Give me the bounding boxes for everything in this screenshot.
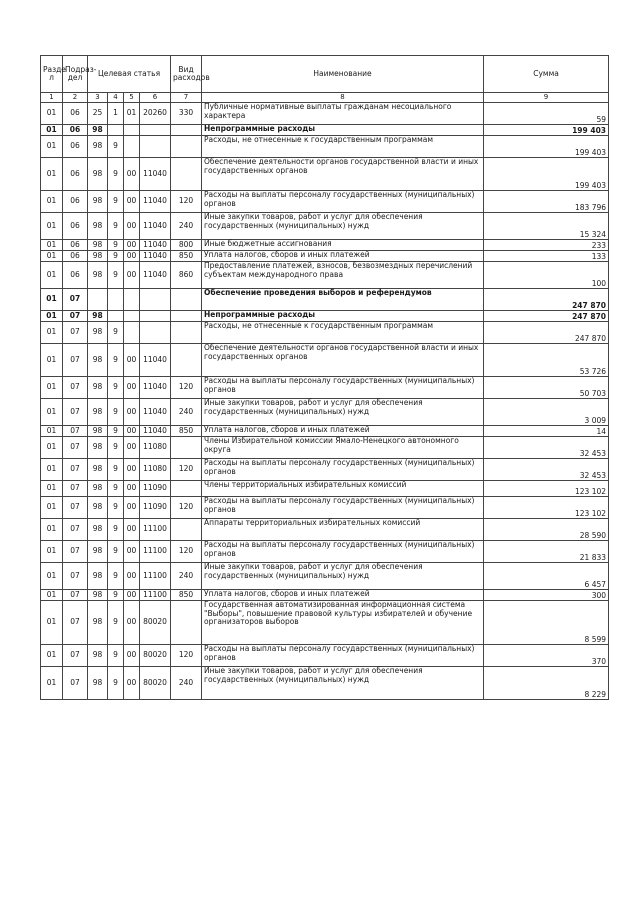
cs-sub-cell: 00 xyxy=(124,645,140,667)
vid-cell: 850 xyxy=(171,426,202,437)
col-number: 7 xyxy=(171,93,202,103)
cs-program-cell: 98 xyxy=(88,563,108,590)
sum-cell: 28 590 xyxy=(484,519,609,541)
cs-type-cell: 9 xyxy=(108,481,124,497)
sum-cell: 32 453 xyxy=(484,437,609,459)
vid-cell xyxy=(171,344,202,377)
cs-sub-cell: 00 xyxy=(124,426,140,437)
podrazdel-cell: 06 xyxy=(63,191,88,213)
cs-program-cell: 98 xyxy=(88,322,108,344)
cs-program-cell: 98 xyxy=(88,344,108,377)
cs-code-cell: 11080 xyxy=(140,437,171,459)
cs-program-cell: 98 xyxy=(88,437,108,459)
cs-type-cell: 9 xyxy=(108,344,124,377)
budget-table xyxy=(40,55,609,700)
razdel-cell: 01 xyxy=(41,519,63,541)
vid-cell: 120 xyxy=(171,459,202,481)
table-row xyxy=(41,399,609,426)
podrazdel-cell: 07 xyxy=(63,645,88,667)
table-row xyxy=(41,311,609,322)
razdel-cell: 01 xyxy=(41,459,63,481)
name-cell: Публичные нормативные выплаты гражданам несоциального характера xyxy=(202,103,484,125)
razdel-cell: 01 xyxy=(41,240,63,251)
vid-cell: 800 xyxy=(171,240,202,251)
podrazdel-cell: 07 xyxy=(63,377,88,399)
cs-type-cell: 9 xyxy=(108,251,124,262)
podrazdel-cell: 07 xyxy=(63,481,88,497)
cs-type-cell: 9 xyxy=(108,399,124,426)
podrazdel-cell: 07 xyxy=(63,601,88,645)
cs-type-cell: 9 xyxy=(108,262,124,289)
vid-cell xyxy=(171,322,202,344)
podrazdel-cell: 06 xyxy=(63,158,88,191)
cs-sub-cell: 00 xyxy=(124,590,140,601)
cs-type-cell: 9 xyxy=(108,519,124,541)
podrazdel-cell: 06 xyxy=(63,136,88,158)
cs-program-cell: 25 xyxy=(88,103,108,125)
razdel-cell: 01 xyxy=(41,667,63,700)
sum-cell: 133 xyxy=(484,251,609,262)
cs-type-cell: 9 xyxy=(108,240,124,251)
cs-program-cell: 98 xyxy=(88,262,108,289)
name-cell: Расходы на выплаты персоналу государственных (муниципальных) органов xyxy=(202,645,484,667)
table-row xyxy=(41,125,609,136)
sum-cell: 199 403 xyxy=(484,136,609,158)
header-naimenovanie: Наименование xyxy=(202,56,484,93)
cs-sub-cell: 00 xyxy=(124,519,140,541)
sum-cell: 21 833 xyxy=(484,541,609,563)
table-body xyxy=(41,103,609,700)
sum-cell: 6 457 xyxy=(484,563,609,590)
budget-table-page xyxy=(40,55,608,700)
name-cell: Уплата налогов, сборов и иных платежей xyxy=(202,251,484,262)
name-cell: Уплата налогов, сборов и иных платежей xyxy=(202,590,484,601)
sum-cell: 123 102 xyxy=(484,481,609,497)
name-cell: Непрограммные расходы xyxy=(202,125,484,136)
cs-program-cell: 98 xyxy=(88,158,108,191)
cs-code-cell: 20260 xyxy=(140,103,171,125)
table-row xyxy=(41,459,609,481)
cs-program-cell: 98 xyxy=(88,541,108,563)
cs-sub-cell: 01 xyxy=(124,103,140,125)
cs-type-cell xyxy=(108,289,124,311)
podrazdel-cell: 07 xyxy=(63,289,88,311)
vid-cell xyxy=(171,136,202,158)
vid-cell xyxy=(171,481,202,497)
sum-cell: 59 xyxy=(484,103,609,125)
cs-sub-cell: 00 xyxy=(124,399,140,426)
cs-type-cell: 9 xyxy=(108,497,124,519)
razdel-cell: 01 xyxy=(41,251,63,262)
vid-cell xyxy=(171,437,202,459)
sum-cell: 32 453 xyxy=(484,459,609,481)
podrazdel-cell: 06 xyxy=(63,262,88,289)
podrazdel-cell: 06 xyxy=(63,103,88,125)
cs-code-cell: 11040 xyxy=(140,251,171,262)
cs-program-cell xyxy=(88,289,108,311)
sum-cell: 3 009 xyxy=(484,399,609,426)
razdel-cell: 01 xyxy=(41,213,63,240)
podrazdel-cell: 07 xyxy=(63,563,88,590)
cs-code-cell: 11040 xyxy=(140,262,171,289)
cs-code-cell: 11040 xyxy=(140,426,171,437)
table-row xyxy=(41,426,609,437)
cs-sub-cell: 00 xyxy=(124,459,140,481)
razdel-cell: 01 xyxy=(41,158,63,191)
cs-type-cell: 9 xyxy=(108,377,124,399)
cs-sub-cell xyxy=(124,322,140,344)
cs-program-cell: 98 xyxy=(88,601,108,645)
cs-type-cell: 9 xyxy=(108,322,124,344)
header-row xyxy=(41,56,609,93)
cs-program-cell: 98 xyxy=(88,645,108,667)
cs-program-cell: 98 xyxy=(88,519,108,541)
cs-sub-cell: 00 xyxy=(124,563,140,590)
header-razdel: Разде л xyxy=(41,56,63,93)
header-summa: Сумма xyxy=(484,56,609,93)
table-row xyxy=(41,289,609,311)
razdel-cell: 01 xyxy=(41,125,63,136)
cs-code-cell: 80020 xyxy=(140,601,171,645)
cs-code-cell: 11040 xyxy=(140,158,171,191)
name-cell: Непрограммные расходы xyxy=(202,311,484,322)
podrazdel-cell: 07 xyxy=(63,459,88,481)
name-cell: Расходы на выплаты персоналу государственных (муниципальных) органов xyxy=(202,191,484,213)
cs-program-cell: 98 xyxy=(88,481,108,497)
cs-type-cell: 9 xyxy=(108,426,124,437)
cs-sub-cell xyxy=(124,311,140,322)
sum-cell: 15 324 xyxy=(484,213,609,240)
name-cell: Расходы на выплаты персоналу государственных (муниципальных) органов xyxy=(202,541,484,563)
table-row xyxy=(41,497,609,519)
vid-cell: 120 xyxy=(171,191,202,213)
podrazdel-cell: 07 xyxy=(63,541,88,563)
cs-code-cell: 11090 xyxy=(140,497,171,519)
cs-code-cell: 11040 xyxy=(140,191,171,213)
vid-cell xyxy=(171,601,202,645)
vid-cell: 860 xyxy=(171,262,202,289)
cs-code-cell: 80020 xyxy=(140,667,171,700)
cs-code-cell: 11040 xyxy=(140,399,171,426)
podrazdel-cell: 06 xyxy=(63,125,88,136)
cs-program-cell: 98 xyxy=(88,399,108,426)
name-cell: Предоставление платежей, взносов, безвозмездных перечислений субъектам международного права xyxy=(202,262,484,289)
sum-cell: 183 796 xyxy=(484,191,609,213)
sum-cell: 100 xyxy=(484,262,609,289)
cs-code-cell: 11100 xyxy=(140,519,171,541)
cs-sub-cell: 00 xyxy=(124,601,140,645)
cs-sub-cell xyxy=(124,136,140,158)
sum-cell: 123 102 xyxy=(484,497,609,519)
col-number: 6 xyxy=(140,93,171,103)
table-row xyxy=(41,158,609,191)
cs-code-cell: 11080 xyxy=(140,459,171,481)
cs-program-cell: 98 xyxy=(88,251,108,262)
cs-program-cell: 98 xyxy=(88,213,108,240)
cs-type-cell xyxy=(108,311,124,322)
table-row xyxy=(41,601,609,645)
razdel-cell: 01 xyxy=(41,344,63,377)
vid-cell: 120 xyxy=(171,497,202,519)
cs-type-cell: 9 xyxy=(108,645,124,667)
razdel-cell: 01 xyxy=(41,645,63,667)
table-row xyxy=(41,519,609,541)
podrazdel-cell: 07 xyxy=(63,311,88,322)
cs-program-cell: 98 xyxy=(88,191,108,213)
name-cell: Обеспечение деятельности органов государственной власти и иных государственных органов xyxy=(202,344,484,377)
sum-cell: 247 870 xyxy=(484,322,609,344)
name-cell: Государственная автоматизированная информационная система "Выборы", повышение правовой культуры избирателей и обучение организаторов выборов xyxy=(202,601,484,645)
cs-code-cell: 11040 xyxy=(140,377,171,399)
razdel-cell: 01 xyxy=(41,377,63,399)
sum-cell: 300 xyxy=(484,590,609,601)
vid-cell: 120 xyxy=(171,645,202,667)
cs-type-cell: 9 xyxy=(108,459,124,481)
cs-code-cell: 11100 xyxy=(140,541,171,563)
razdel-cell: 01 xyxy=(41,399,63,426)
table-row xyxy=(41,563,609,590)
sum-cell: 199 403 xyxy=(484,125,609,136)
podrazdel-cell: 07 xyxy=(63,667,88,700)
cs-code-cell: 80020 xyxy=(140,645,171,667)
name-cell: Члены территориальных избирательных комиссий xyxy=(202,481,484,497)
cs-program-cell: 98 xyxy=(88,667,108,700)
razdel-cell: 01 xyxy=(41,311,63,322)
cs-sub-cell: 00 xyxy=(124,377,140,399)
podrazdel-cell: 07 xyxy=(63,426,88,437)
cs-program-cell: 98 xyxy=(88,459,108,481)
table-row xyxy=(41,191,609,213)
table-row xyxy=(41,590,609,601)
vid-cell xyxy=(171,125,202,136)
table-row xyxy=(41,251,609,262)
vid-cell: 850 xyxy=(171,590,202,601)
vid-cell: 240 xyxy=(171,667,202,700)
cs-program-cell: 98 xyxy=(88,426,108,437)
name-cell: Иные закупки товаров, работ и услуг для обеспечения государственных (муниципальных) нужд xyxy=(202,563,484,590)
cs-type-cell: 9 xyxy=(108,437,124,459)
cs-sub-cell xyxy=(124,289,140,311)
podrazdel-cell: 07 xyxy=(63,590,88,601)
col-number: 4 xyxy=(108,93,124,103)
header-vid-rashodov: Вид расходов xyxy=(171,56,202,93)
header-celevaya-statya: Целевая статья xyxy=(88,56,171,93)
cs-type-cell xyxy=(108,125,124,136)
name-cell: Члены Избирательной комиссии Ямало-Ненецкого автономного округа xyxy=(202,437,484,459)
cs-program-cell: 98 xyxy=(88,590,108,601)
cs-type-cell: 9 xyxy=(108,213,124,240)
sum-cell: 199 403 xyxy=(484,158,609,191)
cs-sub-cell: 00 xyxy=(124,437,140,459)
cs-type-cell: 9 xyxy=(108,136,124,158)
vid-cell: 330 xyxy=(171,103,202,125)
name-cell: Расходы, не отнесенные к государственным программам xyxy=(202,136,484,158)
podrazdel-cell: 07 xyxy=(63,497,88,519)
cs-sub-cell: 00 xyxy=(124,667,140,700)
vid-cell: 240 xyxy=(171,563,202,590)
cs-type-cell: 1 xyxy=(108,103,124,125)
name-cell: Расходы, не отнесенные к государственным программам xyxy=(202,322,484,344)
cs-type-cell: 9 xyxy=(108,590,124,601)
cs-program-cell: 98 xyxy=(88,311,108,322)
name-cell: Иные закупки товаров, работ и услуг для обеспечения государственных (муниципальных) нужд xyxy=(202,399,484,426)
podrazdel-cell: 07 xyxy=(63,437,88,459)
name-cell: Обеспечение деятельности органов государственной власти и иных государственных органов xyxy=(202,158,484,191)
table-row xyxy=(41,437,609,459)
cs-program-cell: 98 xyxy=(88,377,108,399)
cs-program-cell: 98 xyxy=(88,136,108,158)
cs-sub-cell: 00 xyxy=(124,541,140,563)
razdel-cell: 01 xyxy=(41,563,63,590)
cs-program-cell: 98 xyxy=(88,240,108,251)
table-row xyxy=(41,377,609,399)
name-cell: Аппараты территориальных избирательных комиссий xyxy=(202,519,484,541)
vid-cell xyxy=(171,158,202,191)
name-cell: Расходы на выплаты персоналу государственных (муниципальных) органов xyxy=(202,377,484,399)
razdel-cell: 01 xyxy=(41,262,63,289)
vid-cell: 120 xyxy=(171,541,202,563)
cs-sub-cell: 00 xyxy=(124,240,140,251)
vid-cell: 240 xyxy=(171,399,202,426)
table-row xyxy=(41,322,609,344)
cs-code-cell xyxy=(140,136,171,158)
cs-sub-cell: 00 xyxy=(124,497,140,519)
razdel-cell: 01 xyxy=(41,322,63,344)
col-number: 9 xyxy=(484,93,609,103)
cs-code-cell xyxy=(140,311,171,322)
vid-cell xyxy=(171,289,202,311)
razdel-cell: 01 xyxy=(41,590,63,601)
table-row xyxy=(41,541,609,563)
podrazdel-cell: 07 xyxy=(63,399,88,426)
cs-program-cell: 98 xyxy=(88,125,108,136)
cs-code-cell: 11040 xyxy=(140,213,171,240)
table-row xyxy=(41,136,609,158)
razdel-cell: 01 xyxy=(41,103,63,125)
razdel-cell: 01 xyxy=(41,541,63,563)
name-cell: Обеспечение проведения выборов и референдумов xyxy=(202,289,484,311)
col-number: 3 xyxy=(88,93,108,103)
sum-cell: 8 599 xyxy=(484,601,609,645)
cs-sub-cell: 00 xyxy=(124,191,140,213)
podrazdel-cell: 06 xyxy=(63,251,88,262)
vid-cell xyxy=(171,519,202,541)
table-row xyxy=(41,645,609,667)
sum-cell: 247 870 xyxy=(484,289,609,311)
cs-type-cell: 9 xyxy=(108,563,124,590)
sum-cell: 233 xyxy=(484,240,609,251)
table-row xyxy=(41,667,609,700)
cs-sub-cell xyxy=(124,125,140,136)
podrazdel-cell: 07 xyxy=(63,519,88,541)
sum-cell: 53 726 xyxy=(484,344,609,377)
cs-type-cell: 9 xyxy=(108,158,124,191)
cs-type-cell: 9 xyxy=(108,667,124,700)
vid-cell xyxy=(171,311,202,322)
razdel-cell: 01 xyxy=(41,601,63,645)
sum-cell: 8 229 xyxy=(484,667,609,700)
sum-cell: 50 703 xyxy=(484,377,609,399)
razdel-cell: 01 xyxy=(41,481,63,497)
cs-code-cell xyxy=(140,289,171,311)
table-row xyxy=(41,481,609,497)
header-podrazdel: Подраз- дел xyxy=(63,56,88,93)
table-row xyxy=(41,213,609,240)
podrazdel-cell: 07 xyxy=(63,322,88,344)
cs-sub-cell: 00 xyxy=(124,481,140,497)
sum-cell: 370 xyxy=(484,645,609,667)
cs-code-cell: 11040 xyxy=(140,344,171,377)
name-cell: Расходы на выплаты персоналу государственных (муниципальных) органов xyxy=(202,459,484,481)
cs-code-cell: 11100 xyxy=(140,590,171,601)
col-number: 2 xyxy=(63,93,88,103)
vid-cell: 240 xyxy=(171,213,202,240)
cs-type-cell: 9 xyxy=(108,191,124,213)
cs-sub-cell: 00 xyxy=(124,158,140,191)
table-row xyxy=(41,240,609,251)
razdel-cell: 01 xyxy=(41,437,63,459)
vid-cell: 850 xyxy=(171,251,202,262)
cs-sub-cell: 00 xyxy=(124,344,140,377)
cs-code-cell xyxy=(140,322,171,344)
cs-type-cell: 9 xyxy=(108,601,124,645)
cs-code-cell xyxy=(140,125,171,136)
cs-code-cell: 11100 xyxy=(140,563,171,590)
sum-cell: 247 870 xyxy=(484,311,609,322)
table-row xyxy=(41,344,609,377)
name-cell: Уплата налогов, сборов и иных платежей xyxy=(202,426,484,437)
name-cell: Иные закупки товаров, работ и услуг для обеспечения государственных (муниципальных) нужд xyxy=(202,667,484,700)
col-number: 5 xyxy=(124,93,140,103)
vid-cell: 120 xyxy=(171,377,202,399)
razdel-cell: 01 xyxy=(41,136,63,158)
razdel-cell: 01 xyxy=(41,289,63,311)
column-number-row xyxy=(41,93,609,103)
col-number: 8 xyxy=(202,93,484,103)
name-cell: Иные бюджетные ассигнования xyxy=(202,240,484,251)
cs-code-cell: 11040 xyxy=(140,240,171,251)
sum-cell: 14 xyxy=(484,426,609,437)
podrazdel-cell: 07 xyxy=(63,344,88,377)
razdel-cell: 01 xyxy=(41,426,63,437)
cs-sub-cell: 00 xyxy=(124,262,140,289)
table-row xyxy=(41,103,609,125)
table-row xyxy=(41,262,609,289)
col-number: 1 xyxy=(41,93,63,103)
podrazdel-cell: 06 xyxy=(63,213,88,240)
cs-sub-cell: 00 xyxy=(124,213,140,240)
razdel-cell: 01 xyxy=(41,497,63,519)
name-cell: Расходы на выплаты персоналу государственных (муниципальных) органов xyxy=(202,497,484,519)
razdel-cell: 01 xyxy=(41,191,63,213)
cs-sub-cell: 00 xyxy=(124,251,140,262)
cs-type-cell: 9 xyxy=(108,541,124,563)
name-cell: Иные закупки товаров, работ и услуг для обеспечения государственных (муниципальных) нужд xyxy=(202,213,484,240)
cs-code-cell: 11090 xyxy=(140,481,171,497)
podrazdel-cell: 06 xyxy=(63,240,88,251)
cs-program-cell: 98 xyxy=(88,497,108,519)
